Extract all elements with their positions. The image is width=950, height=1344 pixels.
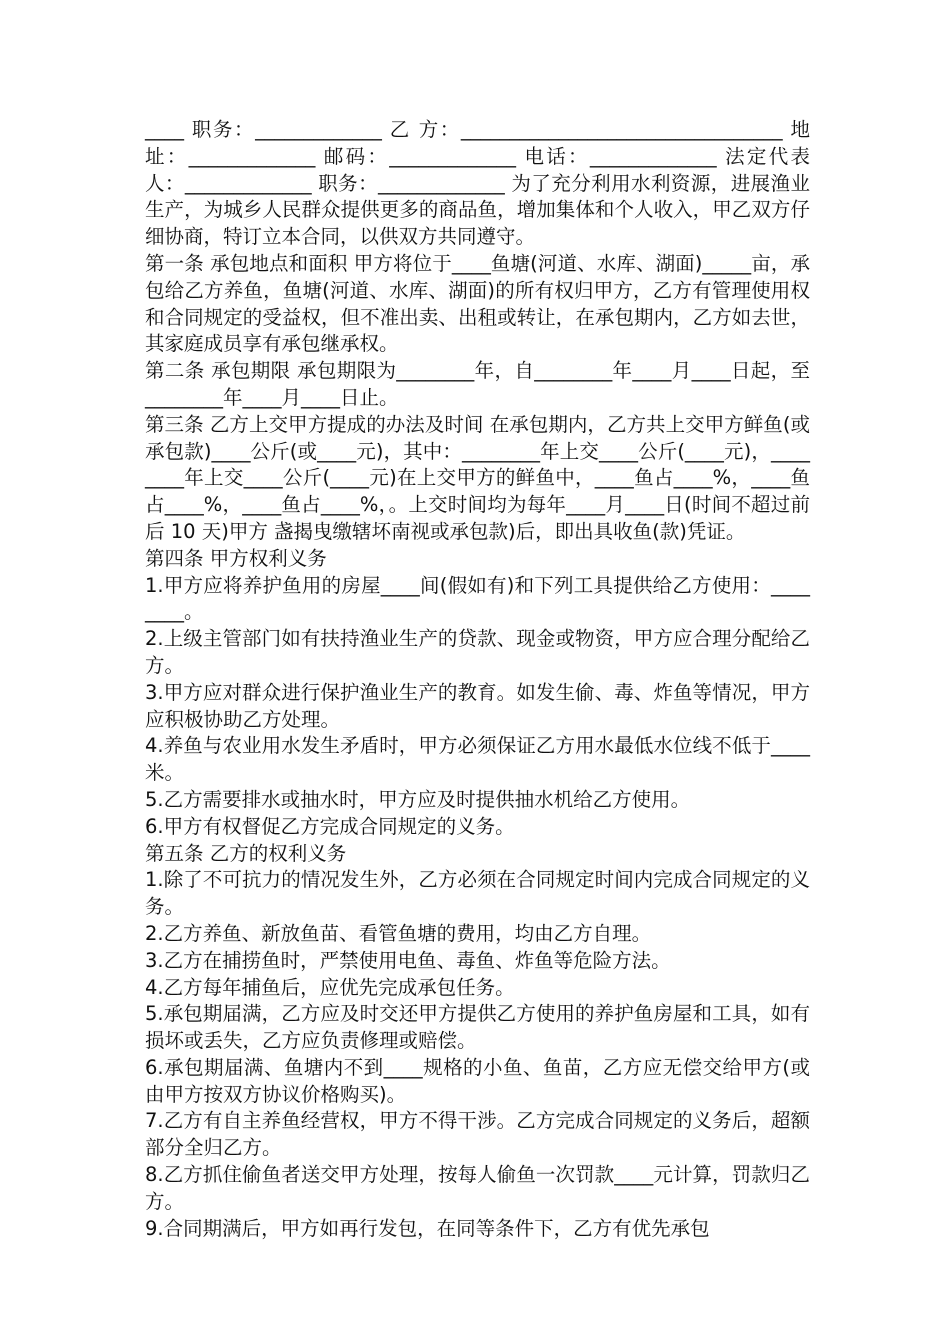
article-5-item-2: 2.乙方养鱼、新放鱼苗、看管鱼塘的费用，均由乙方自理。 (145, 921, 652, 945)
article-5-item-3: 3.乙方在捕捞鱼时，严禁使用电鱼、毒鱼、炸鱼等危险方法。 (145, 948, 671, 972)
article-3-paragraph: 第三条 乙方上交甲方提成的办法及时间 在承包期内，乙方共上交甲方鲜鱼(或承包款)____公斤(或____元)，其中：________年上交____公斤(____元)，________年上交____公斤(____元)在上交甲方的鲜鱼中，____鱼占____%，____鱼占____%，____鱼占____%，。上交时间均为每年____月____日(时间不超过前后 10 天)甲方 盏揭曳缴辖坏南视或承包款)后，即出具收鱼(款)凭证。 (145, 412, 810, 543)
article-5-heading: 第五条 乙方的权利义务 (145, 841, 347, 865)
article-4-item-4: 4.养鱼与农业用水发生矛盾时，甲方必须保证乙方用水最低水位线不低于____米。 (145, 734, 810, 785)
article-5-item-7: 7.乙方有自主养鱼经营权，甲方不得干涉。乙方完成合同规定的义务后，超额部分全归乙方。 (145, 1109, 810, 1160)
article-4-item-3: 3.甲方应对群众进行保护渔业生产的教育。如发生偷、毒、炸鱼等情况，甲方应积极协助乙方处理。 (145, 680, 810, 731)
article-2-paragraph: 第二条 承包期限 承包期限为________年，自________年____月____日起，至________年____月____日止。 (145, 359, 810, 409)
article-4-item-6: 6.甲方有权督促乙方完成合同规定的义务。 (145, 814, 515, 838)
article-4-item-5: 5.乙方需要排水或抽水时，甲方应及时提供抽水机给乙方使用。 (145, 787, 691, 811)
article-4-item-2: 2.上级主管部门如有扶持渔业生产的贷款、现金或物资，甲方应合理分配给乙方。 (145, 627, 810, 677)
article-5-item-1: 1.除了不可抗力的情况发生外，乙方必须在合同规定时间内完成合同规定的义务。 (145, 868, 810, 919)
article-5-item-6: 6.承包期届满、鱼塘内不到____规格的小鱼、鱼苗，乙方应无偿交给甲方(或由甲方按双方协议价格购买)。 (145, 1055, 810, 1106)
intro-paragraph: ____ 职务：_____________ 乙 方：_________________________________ 地 址：_____________ 邮码：_____________ 电话：_____________ 法定代表人：_____________ 职务：_____________ 为了充分利用水利资源，进展渔业生产，为城乡人民群众提供更多的商品鱼，增加集体和个人收入，甲乙双方仔细协商，特订立本合同，以供双方共同遵守。 (145, 118, 810, 249)
article-5-item-9: 9.合同期满后，甲方如再行发包，在同等条件下，乙方有优先承包 (145, 1216, 710, 1240)
article-5-item-4: 4.乙方每年捕鱼后，应优先完成承包任务。 (145, 975, 515, 999)
article-5-item-8: 8.乙方抓住偷鱼者送交甲方处理，按每人偷鱼一次罚款____元计算，罚款归乙方。 (145, 1163, 810, 1213)
article-4-item-1: 1.甲方应将养护鱼用的房屋____间(假如有)和下列工具提供给乙方使用：________。 (145, 573, 810, 624)
article-5-item-5: 5.承包期届满，乙方应及时交还甲方提供乙方使用的养护鱼房屋和工具，如有损坏或丢失，乙方应负责修理或赔偿。 (145, 1002, 810, 1053)
article-1-paragraph: 第一条 承包地点和面积 甲方将位于____鱼塘(河道、水库、湖面)_____亩，承包给乙方养鱼，鱼塘(河道、水库、湖面)的所有权归甲方，乙方有管理使用权和合同规定的受益权，但不准出卖、出租或转让，在承包期内，乙方如去世，其家庭成员享有承包继承权。 (145, 251, 810, 356)
article-4-heading: 第四条 甲方权利义务 (145, 546, 327, 570)
document-page (145, 117, 810, 1242)
